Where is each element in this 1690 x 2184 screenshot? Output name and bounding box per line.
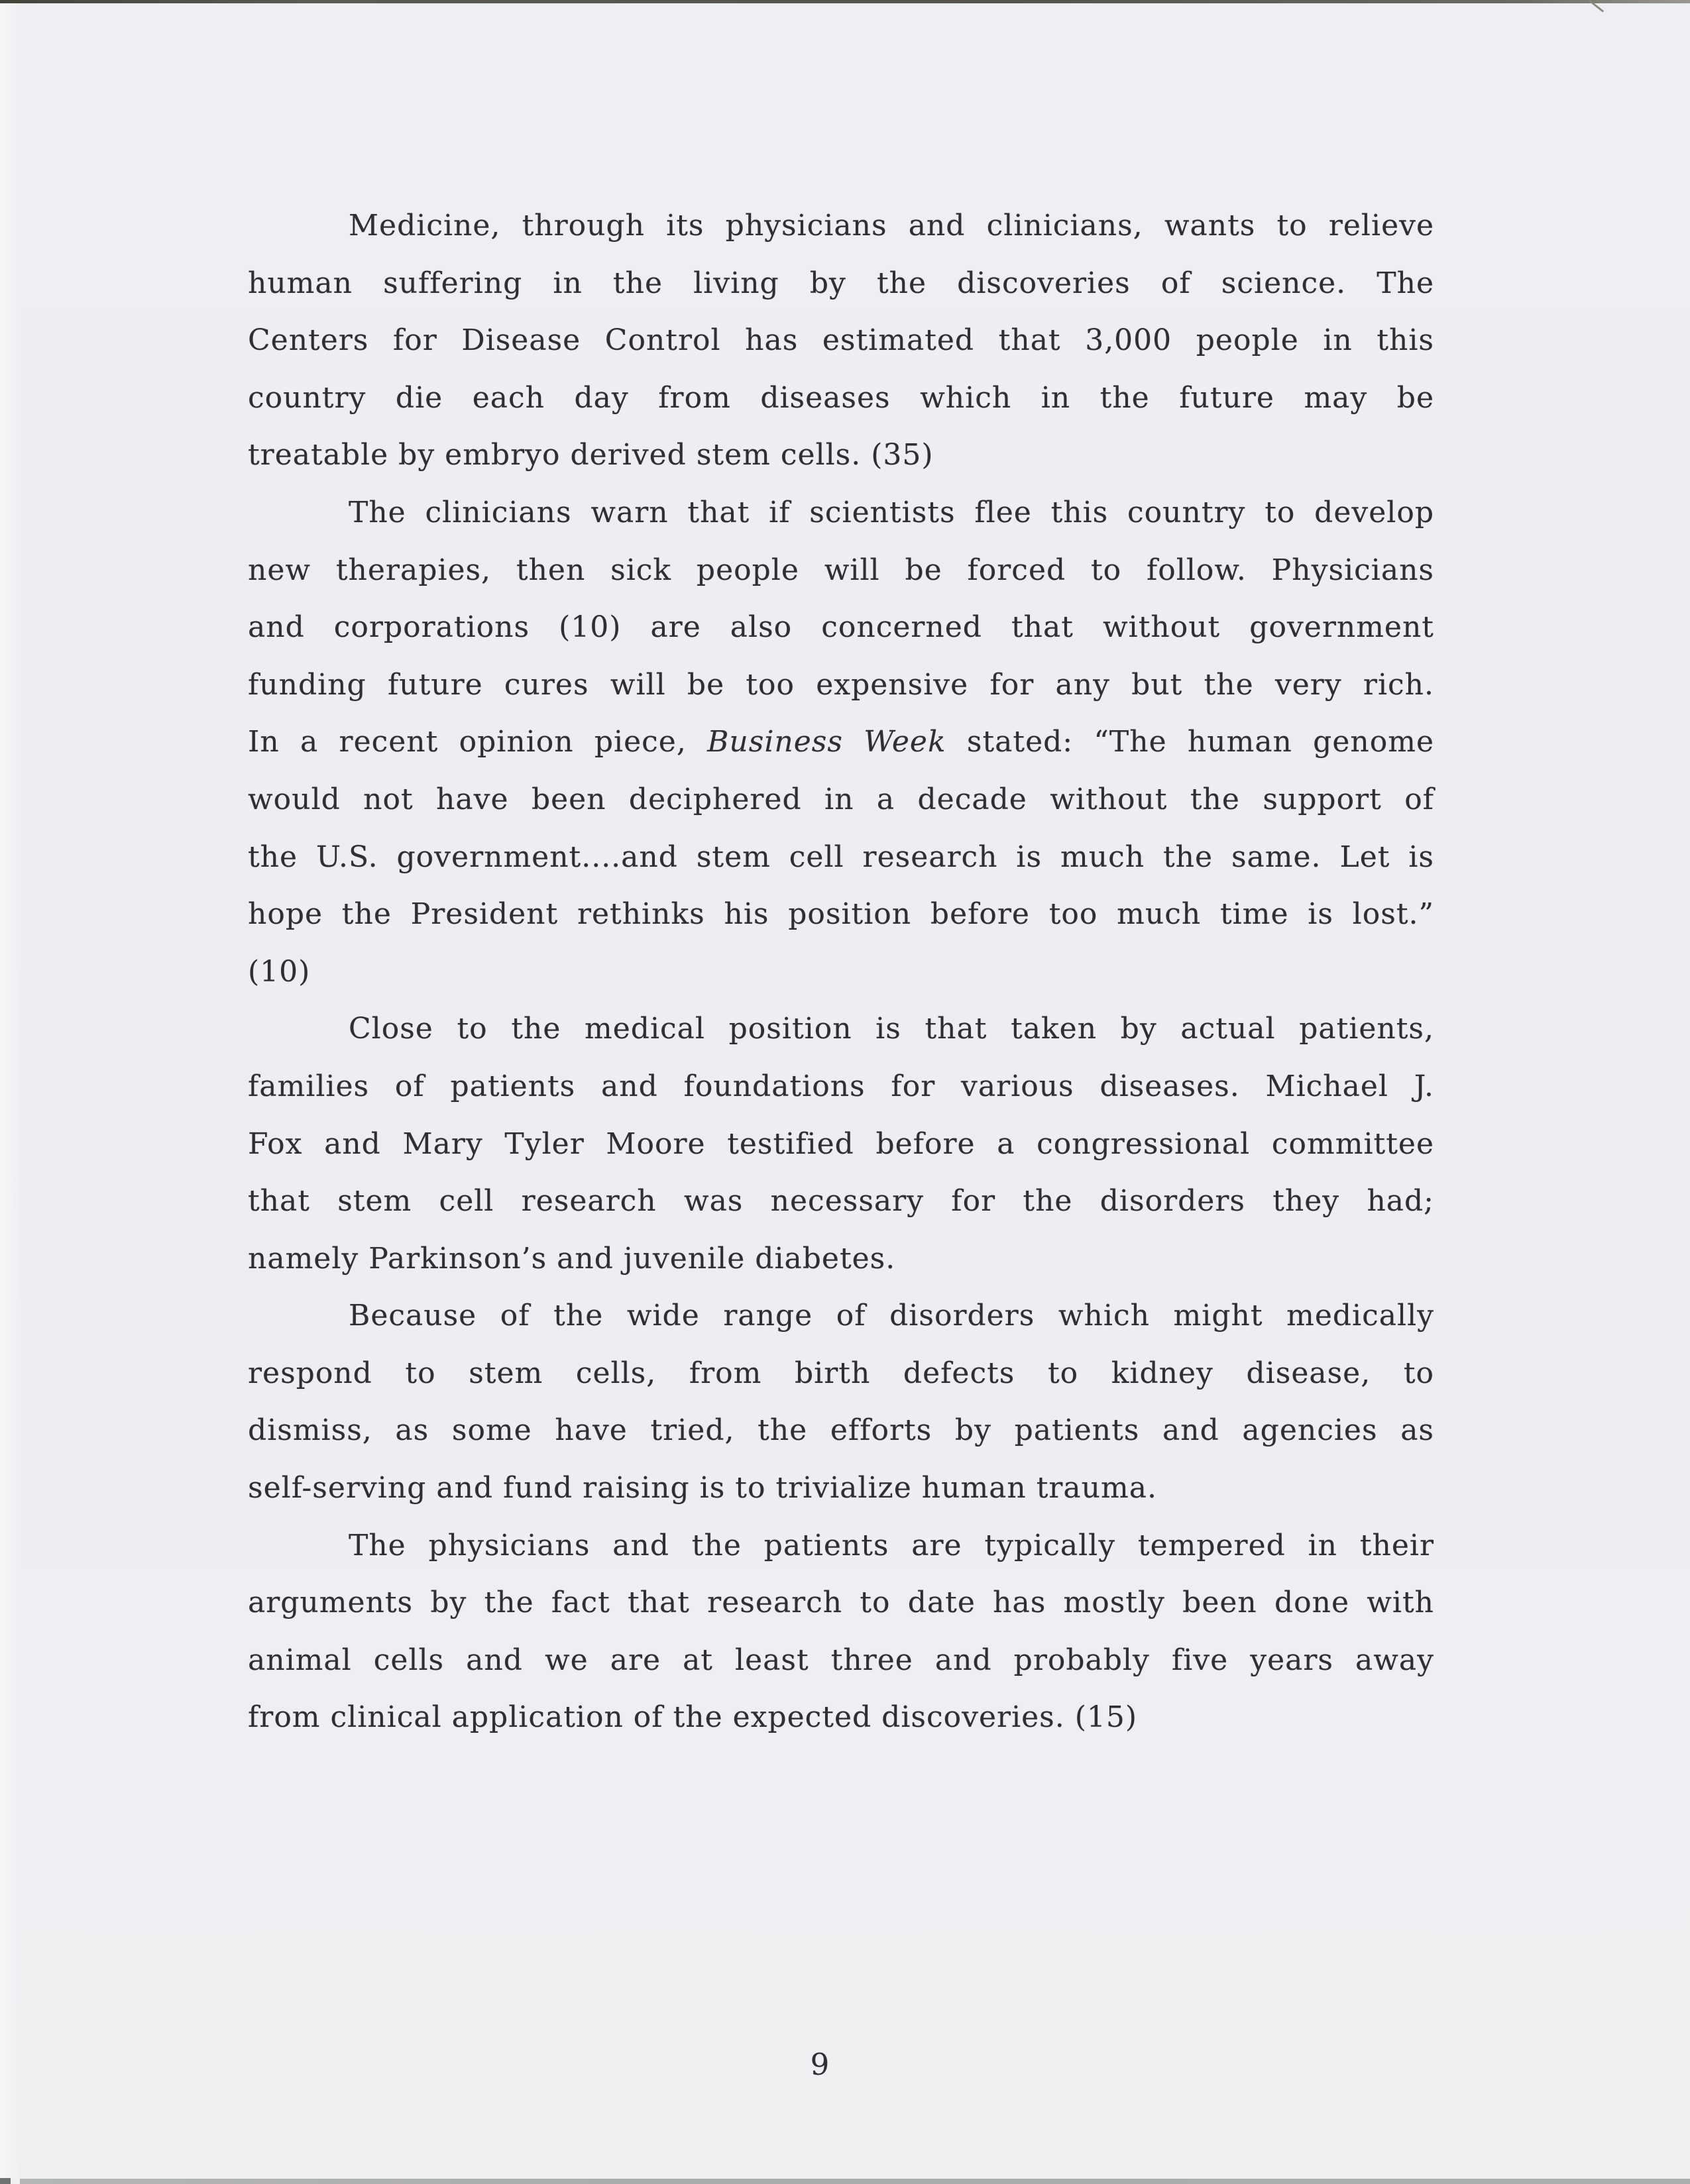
text-segment: Because of the wide range of disorders which might medically [349,1299,1434,1333]
text-line [248,657,1434,714]
italic-text-segment: Business Week [707,725,946,759]
text-segment: Fox and Mary Tyler Moore testified before a congressional committee [248,1126,1434,1161]
text-line [248,370,1434,427]
text-line [248,886,1434,944]
text-segment: dismiss, as some have tried, the efforts by patients and agencies as [248,1413,1434,1448]
text-line [248,1632,1434,1690]
page-number: 9 [810,2047,830,2082]
text-segment: self-serving and fund raising is to trivialize human trauma. [248,1471,1157,1505]
text-segment: hope the President rethinks his position before too much time is lost.” [248,897,1434,932]
text-line [248,1574,1434,1632]
text-line [248,1460,1434,1517]
text-line [248,1517,1434,1575]
scan-bottom-edge-artifact [20,2179,1690,2184]
text-line [248,1287,1434,1345]
text-line [248,1058,1434,1116]
scan-bottom-corner-artifact [0,2178,11,2184]
text-segment: respond to stem cells, from birth defects to kidney disease, to [248,1356,1434,1390]
text-line [248,1173,1434,1230]
text-line [248,484,1434,542]
text-line [248,771,1434,829]
text-line [248,255,1434,313]
text-segment: funding future cures will be too expensive for any but the very rich. [248,667,1434,702]
text-line [248,1001,1434,1058]
text-segment: families of patients and foundations for various diseases. Michael J. [248,1069,1434,1103]
text-segment: In a recent opinion piece, [248,725,708,759]
text-segment: The clinicians warn that if scientists flee this country to develop [349,495,1434,529]
text-segment: treatable by embryo derived stem cells. (35) [248,438,934,472]
text-line [248,197,1434,255]
text-segment: new therapies, then sick people will be forced to follow. Physicians [248,553,1434,587]
text-segment: the U.S. government....and stem cell research is much the same. Let is [248,840,1434,874]
scan-top-edge-artifact [0,0,1690,3]
text-line [248,1230,1434,1288]
text-line [248,312,1434,370]
text-line [248,829,1434,887]
text-line [248,714,1434,771]
text-segment: The physicians and the patients are typically tempered in their [349,1528,1434,1562]
text-segment: stated: “The human genome [946,725,1434,759]
text-line [248,1116,1434,1174]
text-segment: human suffering in the living by the discoveries of science. The [248,266,1434,300]
text-segment: that stem cell research was necessary for the disorders they had; [248,1184,1434,1219]
text-block [248,197,1434,1747]
text-segment: (10) [248,954,311,989]
text-segment: Medicine, through its physicians and clinicians, wants to relieve [349,209,1434,243]
text-segment: namely Parkinson’s and juvenile diabetes. [248,1241,896,1276]
text-line [248,542,1434,600]
text-line [248,1689,1434,1747]
text-segment: from clinical application of the expected discoveries. (15) [248,1700,1138,1735]
paper-left-edge [0,3,21,2179]
text-line [248,427,1434,484]
text-line [248,1345,1434,1403]
text-segment: country die each day from diseases which in the future may be [248,380,1434,415]
text-line [248,1402,1434,1460]
text-segment: Close to the medical position is that taken by actual patients, [349,1012,1434,1046]
text-segment: and corporations (10) are also concerned that without government [248,610,1434,645]
text-segment: animal cells and we are at least three and probably five years away [248,1643,1434,1677]
text-segment: Centers for Disease Control has estimated that 3,000 people in this [248,323,1434,358]
text-segment: arguments by the fact that research to date has mostly been done with [248,1586,1434,1620]
text-line [248,599,1434,657]
text-line [248,944,1434,1001]
text-segment: would not have been deciphered in a decade without the support of [248,782,1434,816]
